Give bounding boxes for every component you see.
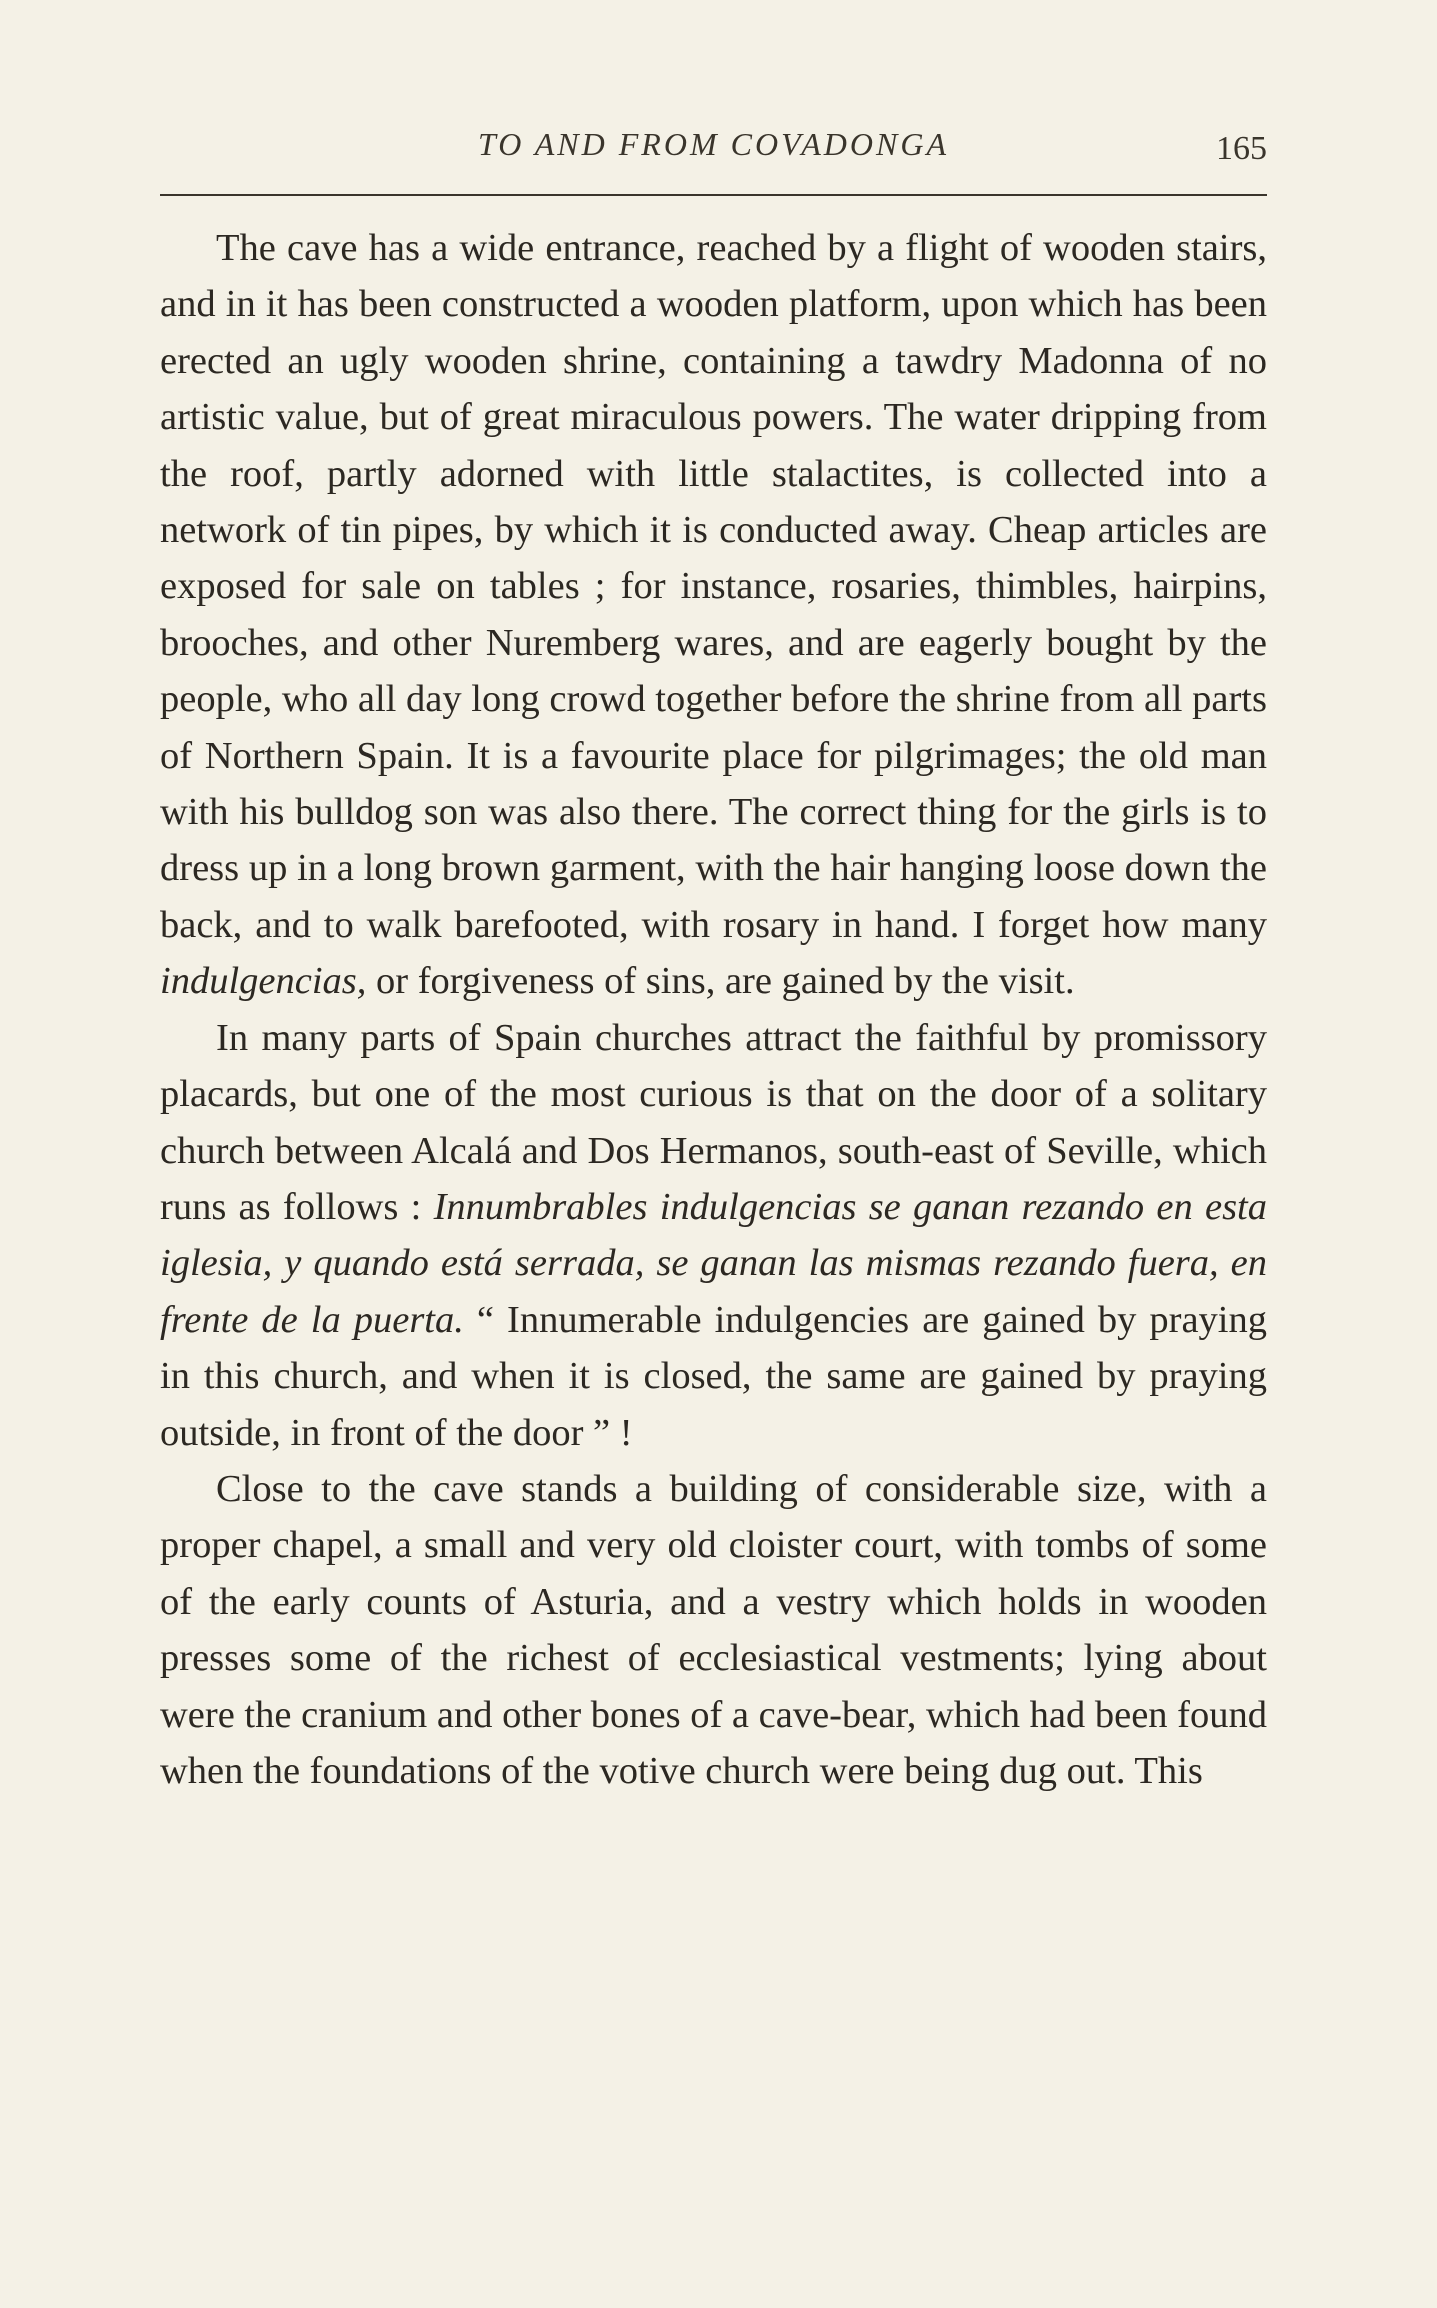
italic-spanish-quotation: Innumbrables indulgencias se ganan rezando en esta iglesia, y quando está serrada, se ganan las mismas rezando fuera, en frente de la puerta. <box>160 1185 1267 1341</box>
page-number: 165 <box>1216 130 1267 167</box>
paragraph-church-placards <box>160 1010 1267 1461</box>
running-head <box>160 120 1267 170</box>
paragraph-text: Close to the cave stands a building of considerable size, with a proper chapel, a small and very old cloister court, with tombs of some of the early counts of Asturia, and a vestry which holds in wooden presses some of the richest of ecclesiastical vestments; lying about were the cranium and other bones of a cave-bear, which had been found when the foundations of the votive church were being dug out. This <box>160 1467 1267 1792</box>
paragraph-building-description <box>160 1461 1267 1799</box>
body-text <box>160 220 1267 1799</box>
paragraph-text: “ Innumerable indulgencies are gained by praying in this church, and when it is closed, the same are gained by praying outside, in front of the door ” ! <box>160 1298 1267 1454</box>
running-title: TO AND FROM COVADONGA <box>478 126 949 162</box>
paragraph-text: The cave has a wide entrance, reached by a flight of wooden stairs, and in it has been constructed a wooden platform, upon which has been erected an ugly wooden shrine, containing a tawdry Madonna of no artistic value, but of great miraculous powers. The water dripping from the roof, partly adorned with little stalactites, is collected into a network of tin pipes, by which it is conducted away. Cheap articles are exposed for sale on tables ; for instance, rosaries, thimbles, hairpins, brooches, and other Nuremberg wares, and are eagerly bought by the people, who all day long crowd together before the shrine from all parts of Northern Spain. It is a favourite place for pilgrimages; the old man with his bulldog son was also there. The correct thing for the girls is to dress up in a long brown garment, with the hair hanging loose down the back, and to walk barefooted, with rosary in hand. I forget how many <box>160 227 1267 946</box>
paragraph-text: In many parts of Spain churches attract the faithful by promissory placards, but one of the most curious is that on the door of a solitary church between Alcalá and Dos Hermanos, south-east of Seville, which runs as follows : <box>160 1016 1267 1228</box>
paragraph-cave-description <box>160 220 1267 1010</box>
italic-term-indulgencias: indulgencias, <box>160 960 367 1003</box>
paragraph-text: or forgiveness of sins, are gained by the visit. <box>366 960 1075 1003</box>
header-rule <box>160 194 1267 196</box>
